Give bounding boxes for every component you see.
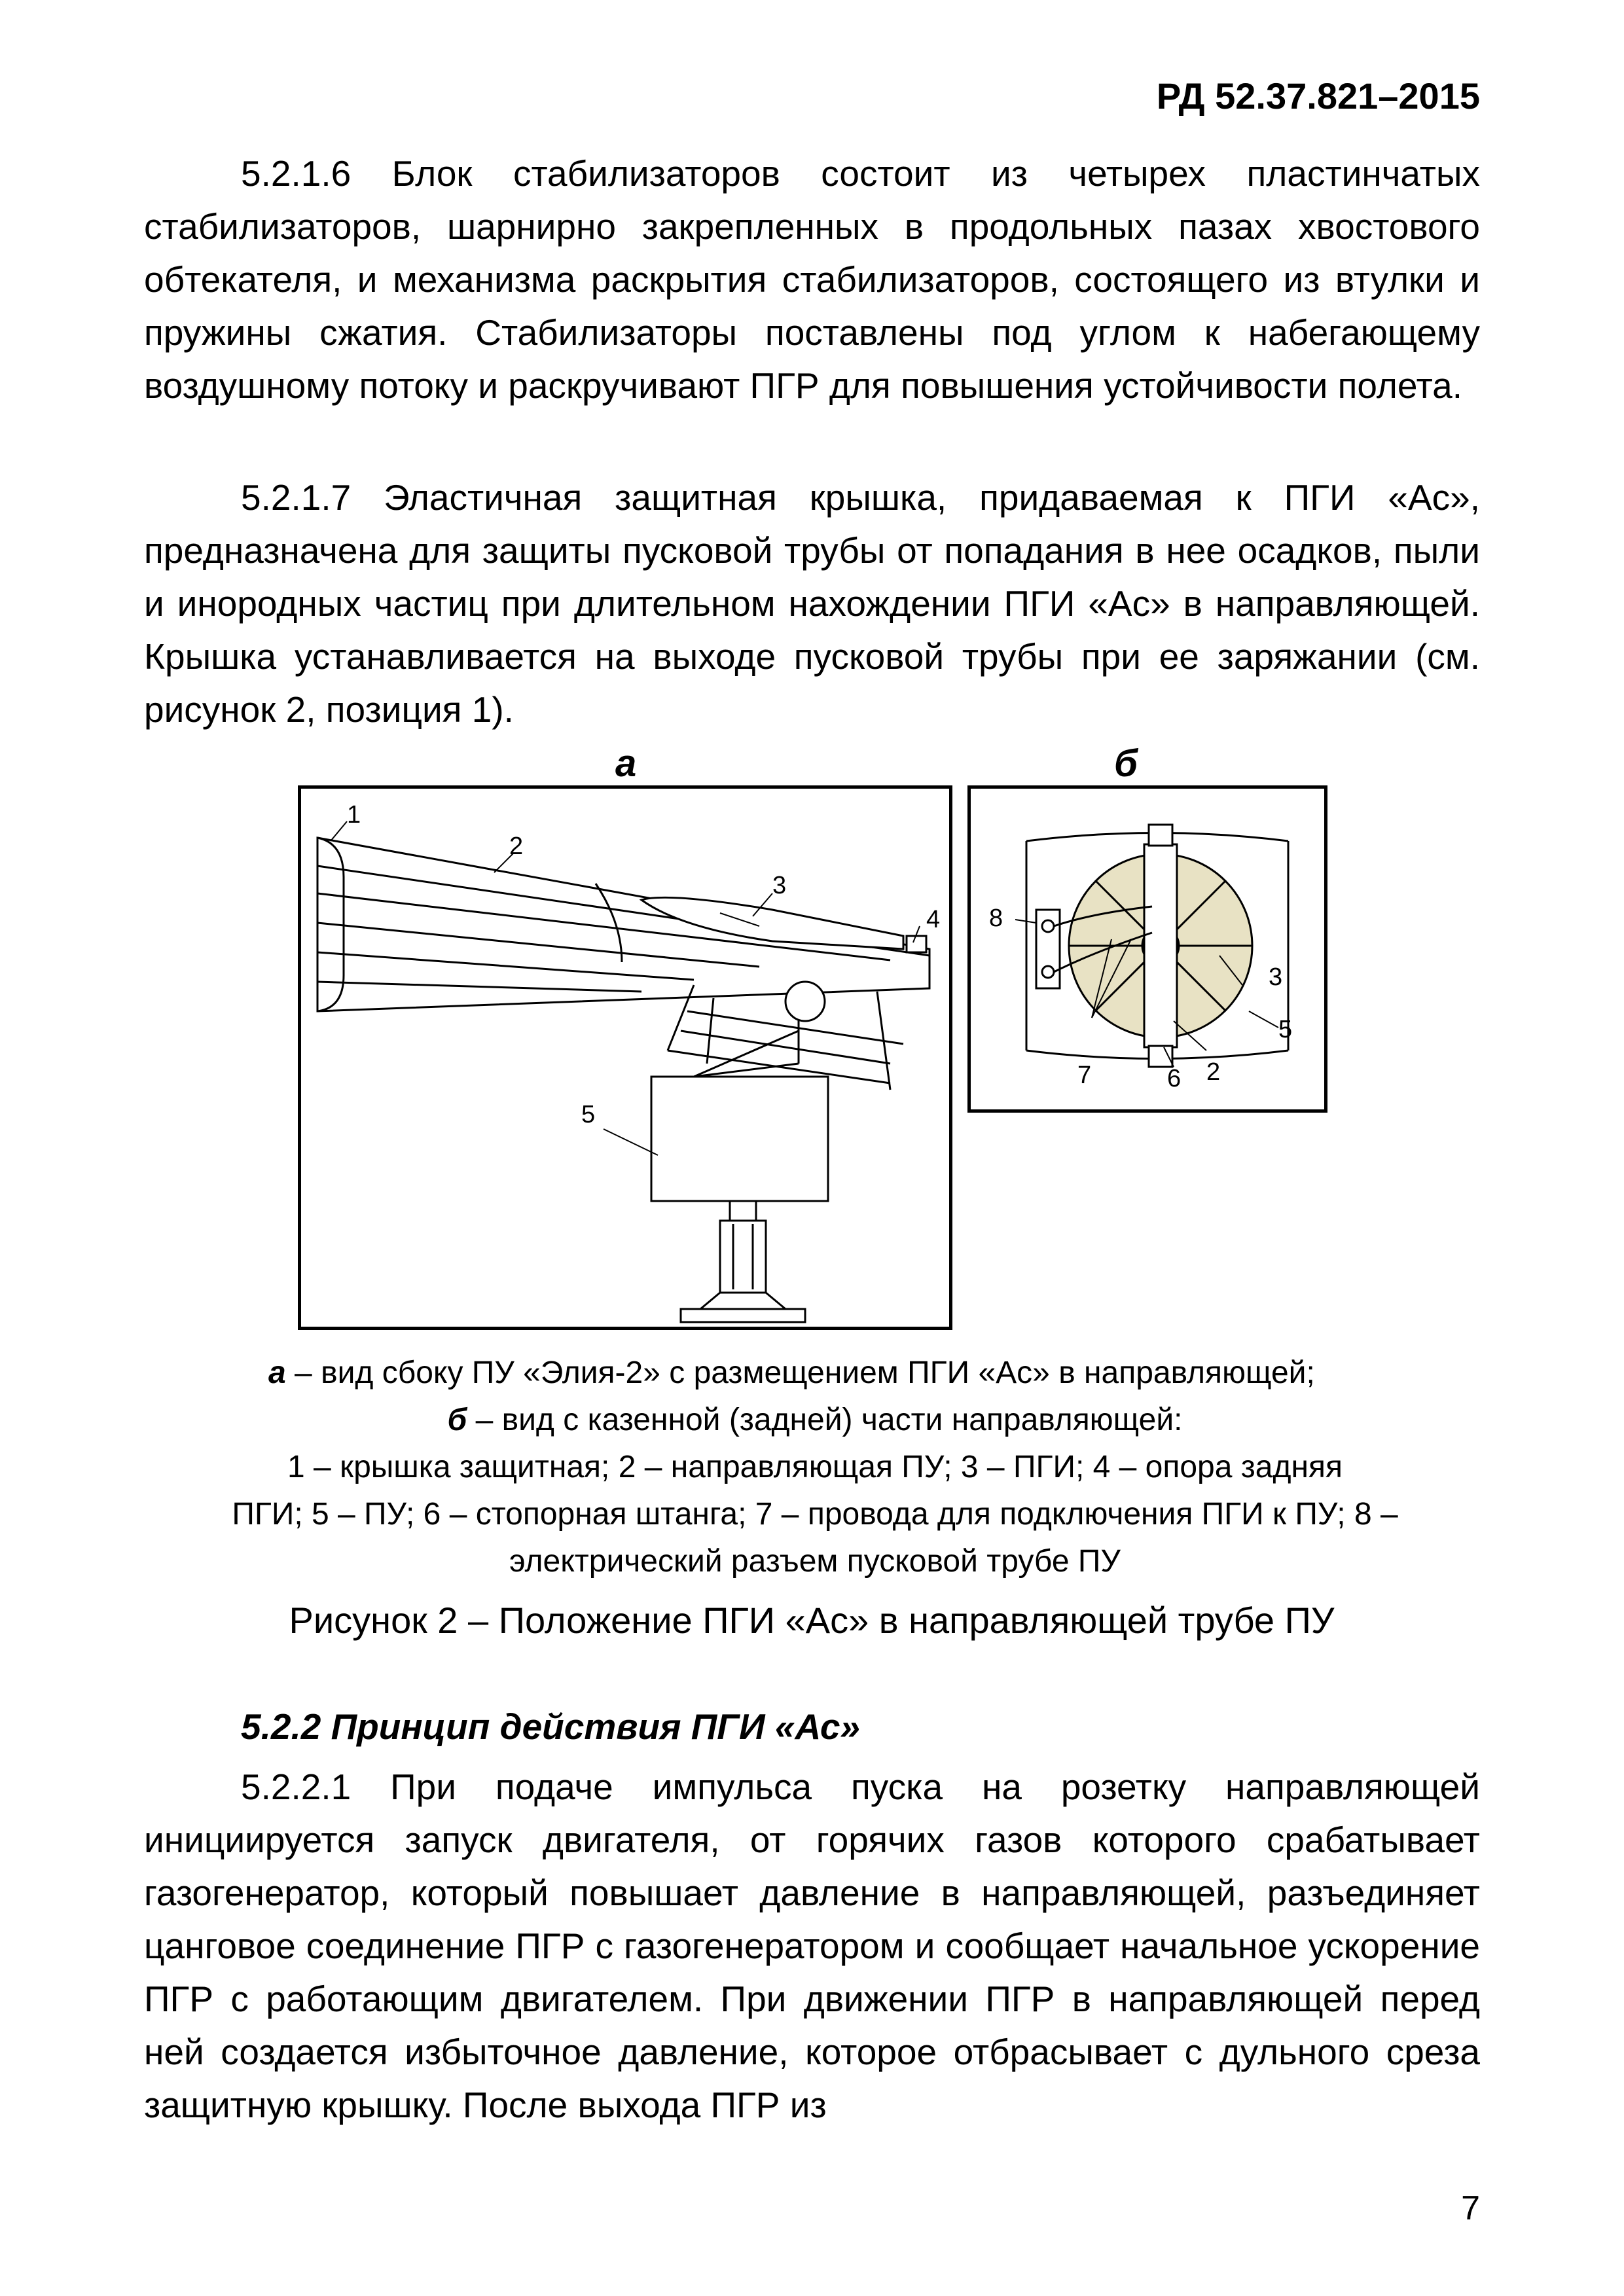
caption-view-b [151,1397,1479,1444]
rear-label-6: 6 [1167,1065,1182,1092]
paragraph-5-2-1-7: 5.2.1.7 Эластичная защитная крышка, придаваемая к ПГИ «Ас», предназначена для защиты пусковой трубы от попадания в нее осадков, пыли и инородных частиц при длительном нахождении ПГИ «Ас» в направляющей. Крышка устанавливается на выходе пусковой трубы при ее заряжании (см. рисунок 2, позиция 1). [144,477,1480,730]
caption-view-a [151,1350,1479,1397]
legend-line-3: электрический разъем пусковой трубе ПУ [509,1544,1121,1579]
figure-letter-a: а [615,742,637,785]
side-label-4: 4 [926,906,941,933]
side-view-drawing [301,789,949,1327]
rear-view-drawing [971,789,1324,1109]
page-number: 7 [1461,2189,1480,2227]
rear-label-8: 8 [989,905,1003,932]
figure-legend [151,1444,1479,1585]
legend-line-1: 1 – крышка защитная; 2 – направляющая ПУ; 3 – ПГИ; 4 – опора задняя [287,1450,1343,1484]
paragraph-5-2-2-1: 5.2.2.1 При подаче импульса пуска на розетку направляющей инициируется запуск двигателя, от горячих газов которого срабатывает газогенератор, который повышает давление в направляющей, разъединяет цанговое соединение ПГР с газогенератором и сообщает начальное ускорение ПГР с работающим двигателем. При движении ПГР в направляющей перед ней создается избыточное давление, которое отбрасывает с дульного среза защитную крышку. После выхода ПГР из [144,1767,1480,2125]
side-label-1: 1 [347,801,361,829]
section-heading: 5.2.2 Принцип действия ПГИ «Ас» [241,1706,861,1747]
figure-title: Рисунок 2 – Положение ПГИ «Ас» в направляющей трубе ПУ [289,1600,1335,1641]
rear-label-5: 5 [1278,1016,1293,1043]
caption-a-text: – вид сбоку ПУ «Элия-2» с размещением ПГИ «Ас» в направляющей; [285,1355,1315,1390]
caption-a-letter: а [268,1355,286,1390]
figure-letter-b: б [1114,742,1138,785]
legend-line-2: ПГИ; 5 – ПУ; 6 – стопорная штанга; 7 – провода для подключения ПГИ к ПУ; 8 – [232,1497,1398,1532]
caption-b-text: – вид с казенной (задней) части направляющей: [467,1403,1183,1437]
side-label-5: 5 [581,1101,596,1128]
paragraph-5-2-1-6: 5.2.1.6 Блок стабилизаторов состоит из четырех пластинчатых стабилизаторов, шарнирно закрепленных в продольных пазах хвостового обтекателя, и механизма раскрытия стабилизаторов, состоящего из втулки и пружины сжатия. Стабилизаторы поставлены под углом к набегающему воздушному потоку и раскручивают ПГР для повышения устойчивости полета. [144,153,1480,406]
side-label-3: 3 [772,872,787,899]
rear-label-3: 3 [1269,963,1283,991]
figure-rear-view [967,785,1327,1113]
document-code: РД 52.37.821–2015 [1156,75,1480,117]
caption-b-letter: б [447,1403,467,1437]
rear-label-2: 2 [1206,1058,1221,1086]
rear-label-7: 7 [1077,1062,1092,1089]
side-label-2: 2 [509,833,524,860]
figure-side-view [298,785,952,1330]
